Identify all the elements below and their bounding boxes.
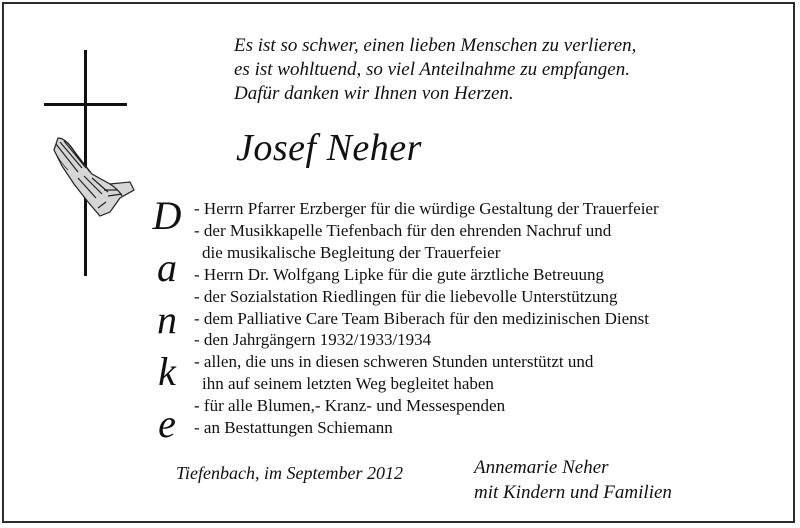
quote-line: Es ist so schwer, einen lieben Menschen zu verlieren,: [234, 35, 637, 56]
quote-text: [234, 34, 636, 106]
danke-letter: D: [152, 193, 182, 238]
praying-hands-icon: [48, 132, 138, 222]
thanks-line: - der Sozialstation Riedlingen für die liebevolle Unterstützung: [194, 286, 618, 306]
place-date: Tiefenbach, im September 2012: [176, 463, 403, 483]
thanks-line: - für alle Blumen,- Kranz- und Messespenden: [194, 396, 506, 416]
thanks-line: - den Jahrgängern 1932/1933/1934: [194, 330, 432, 350]
thanks-line: - Herrn Dr. Wolfgang Lipke für die gute ärztliche Betreuung: [194, 264, 604, 284]
danke-letter: a: [157, 245, 177, 290]
thanks-line: - an Bestattungen Schiemann: [194, 418, 393, 438]
thanks-line: - allen, die uns in diesen schweren Stunden unterstützt und: [194, 352, 594, 372]
thanks-line: - Herrn Pfarrer Erzberger für die würdige Gestaltung der Trauerfeier: [194, 199, 659, 218]
thanks-list: [194, 198, 659, 439]
danke-letter: n: [157, 297, 177, 342]
thanks-line: ihn auf seinem letzten Weg begleitet haben: [202, 374, 494, 394]
deceased-name: Josef Neher: [236, 127, 422, 169]
signature-line: mit Kindern und Familien: [474, 482, 672, 503]
thanks-line: - dem Palliative Care Team Biberach für den medizinischen Dienst: [194, 308, 649, 328]
thanks-line: - der Musikkapelle Tiefenbach für den ehrenden Nachruf und: [194, 220, 612, 240]
quote-line: Dafür danken wir Ihnen von Herzen.: [234, 83, 514, 104]
thanks-line: die musikalische Begleitung der Trauerfeier: [202, 242, 501, 262]
quote-line: es ist wohltuend, so viel Anteilnahme zu empfangen.: [234, 59, 630, 80]
obituary-card: [2, 2, 795, 523]
danke-vertical-word: [146, 190, 188, 450]
cross-icon-bar: [44, 103, 127, 106]
signature: [474, 455, 672, 505]
danke-letter: k: [158, 349, 176, 394]
signature-line: Annemarie Neher: [474, 457, 609, 478]
danke-letter: e: [158, 401, 176, 446]
